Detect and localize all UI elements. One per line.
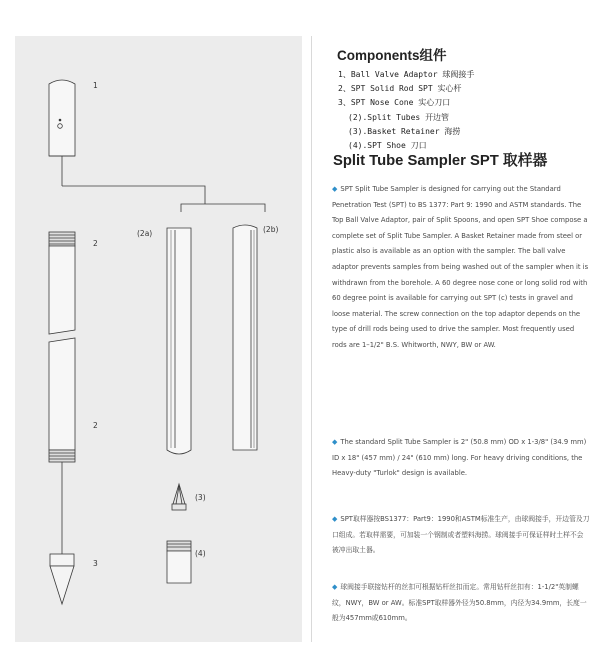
part-label-2: 2 <box>93 421 98 430</box>
description-paragraph-en-1: ◆ SPT Split Tube Sampler is designed for carrying out the Standard Penetration Test (SPT) to BS 1377: Part 9: 1990 and ASTM standards. The Top Ball Valve Adaptor, pair of Split Spoons, and open SPT Shoe compose a complete set of Split Tube Sampler. A Basket Retainer made from steel or plastic also is available as an option with the sampler. The ball valve adaptor prevents samples from being washed out of the sampler when it is withdrawn from the borehole. A 60 degree nose cone or long solid rod with 60 degree point is available for carrying out SPT (c) tests in gravel and loose material. The screw connection on the top adaptor depends on the type of drill rods being used to drive the sampler. Most frequently used rods are 1–1/2" B.S. Whitworth, NWY, BW or AW. <box>332 185 589 349</box>
diagram-panel <box>15 36 302 642</box>
bullet-diamond-icon: ◆ <box>332 583 338 591</box>
component-subitem: (4).SPT Shoe 刀口 <box>348 141 427 151</box>
components-list <box>338 68 474 153</box>
split-tube-2a <box>167 228 191 454</box>
bullet-diamond-icon: ◆ <box>332 515 338 523</box>
bullet-diamond-icon: ◆ <box>332 185 338 193</box>
description-paragraph-en-2: ◆ The standard Split Tube Sampler is 2" (50.8 mm) OD x 1-3/8" (34.9 mm) ID x 18" (457 mm) / 24" (610 mm) long. For heavy driving conditions, the Heavy-duty "Turlok" design is available. <box>332 438 587 478</box>
part-label-2: 2 <box>93 239 98 248</box>
part-label-1: 1 <box>93 81 98 90</box>
leader-line <box>181 204 265 212</box>
basket-retainer-part <box>172 484 186 510</box>
spt-solid-rod-lower <box>49 338 75 462</box>
spt-solid-rod-upper <box>49 232 75 334</box>
description-paragraph-zh-1: ◆ SPT取样器按BS1377：Part9：1990和ASTM标准生产，由球阀接手，开边管及刀口组成。若取样需要，可加装一个钢制或者塑料海捞。球阀接手可保证样时土样不会被冲出取土器。 <box>332 515 590 555</box>
component-subitem: (3).Basket Retainer 海捞 <box>348 126 461 136</box>
product-sheet <box>15 36 590 642</box>
ball-valve-adaptor-part <box>49 80 75 156</box>
sampler-exploded-drawing <box>15 36 302 642</box>
component-item: 3、SPT Nose Cone 实心刀口 <box>338 98 451 108</box>
component-subitem: (2).Split Tubes 开边管 <box>348 112 450 122</box>
components-heading: Components组件 <box>337 48 447 63</box>
part-label-3-retainer: (3) <box>195 493 206 502</box>
part-label-2a: (2a) <box>137 229 153 238</box>
part-label-4: (4) <box>195 549 206 558</box>
spt-nose-cone-part <box>50 554 74 604</box>
spt-shoe-part <box>167 541 191 583</box>
column-divider <box>311 36 312 642</box>
text-panel <box>320 36 590 642</box>
bullet-diamond-icon: ◆ <box>332 438 338 446</box>
description-paragraph-zh-2: ◆ 球阀接手联接钻杆的丝扣可根据钻杆丝扣而定。常用钻杆丝扣有：1-1/2"英制螺纹，NWY，BW or AW。标准SPT取样器外径为50.8mm，内径为34.9mm，长度一般为457mm或610mm。 <box>332 583 587 623</box>
component-item: 2、SPT Solid Rod SPT 实心杆 <box>338 84 462 94</box>
sampler-heading: Split Tube Sampler SPT 取样器 <box>333 153 548 169</box>
part-label-3: 3 <box>93 559 98 568</box>
split-tube-2b <box>233 225 257 450</box>
component-item: 1、Ball Valve Adaptor 球阀接手 <box>338 70 475 79</box>
part-label-2b: (2b) <box>263 225 279 234</box>
leader-line <box>62 186 205 204</box>
